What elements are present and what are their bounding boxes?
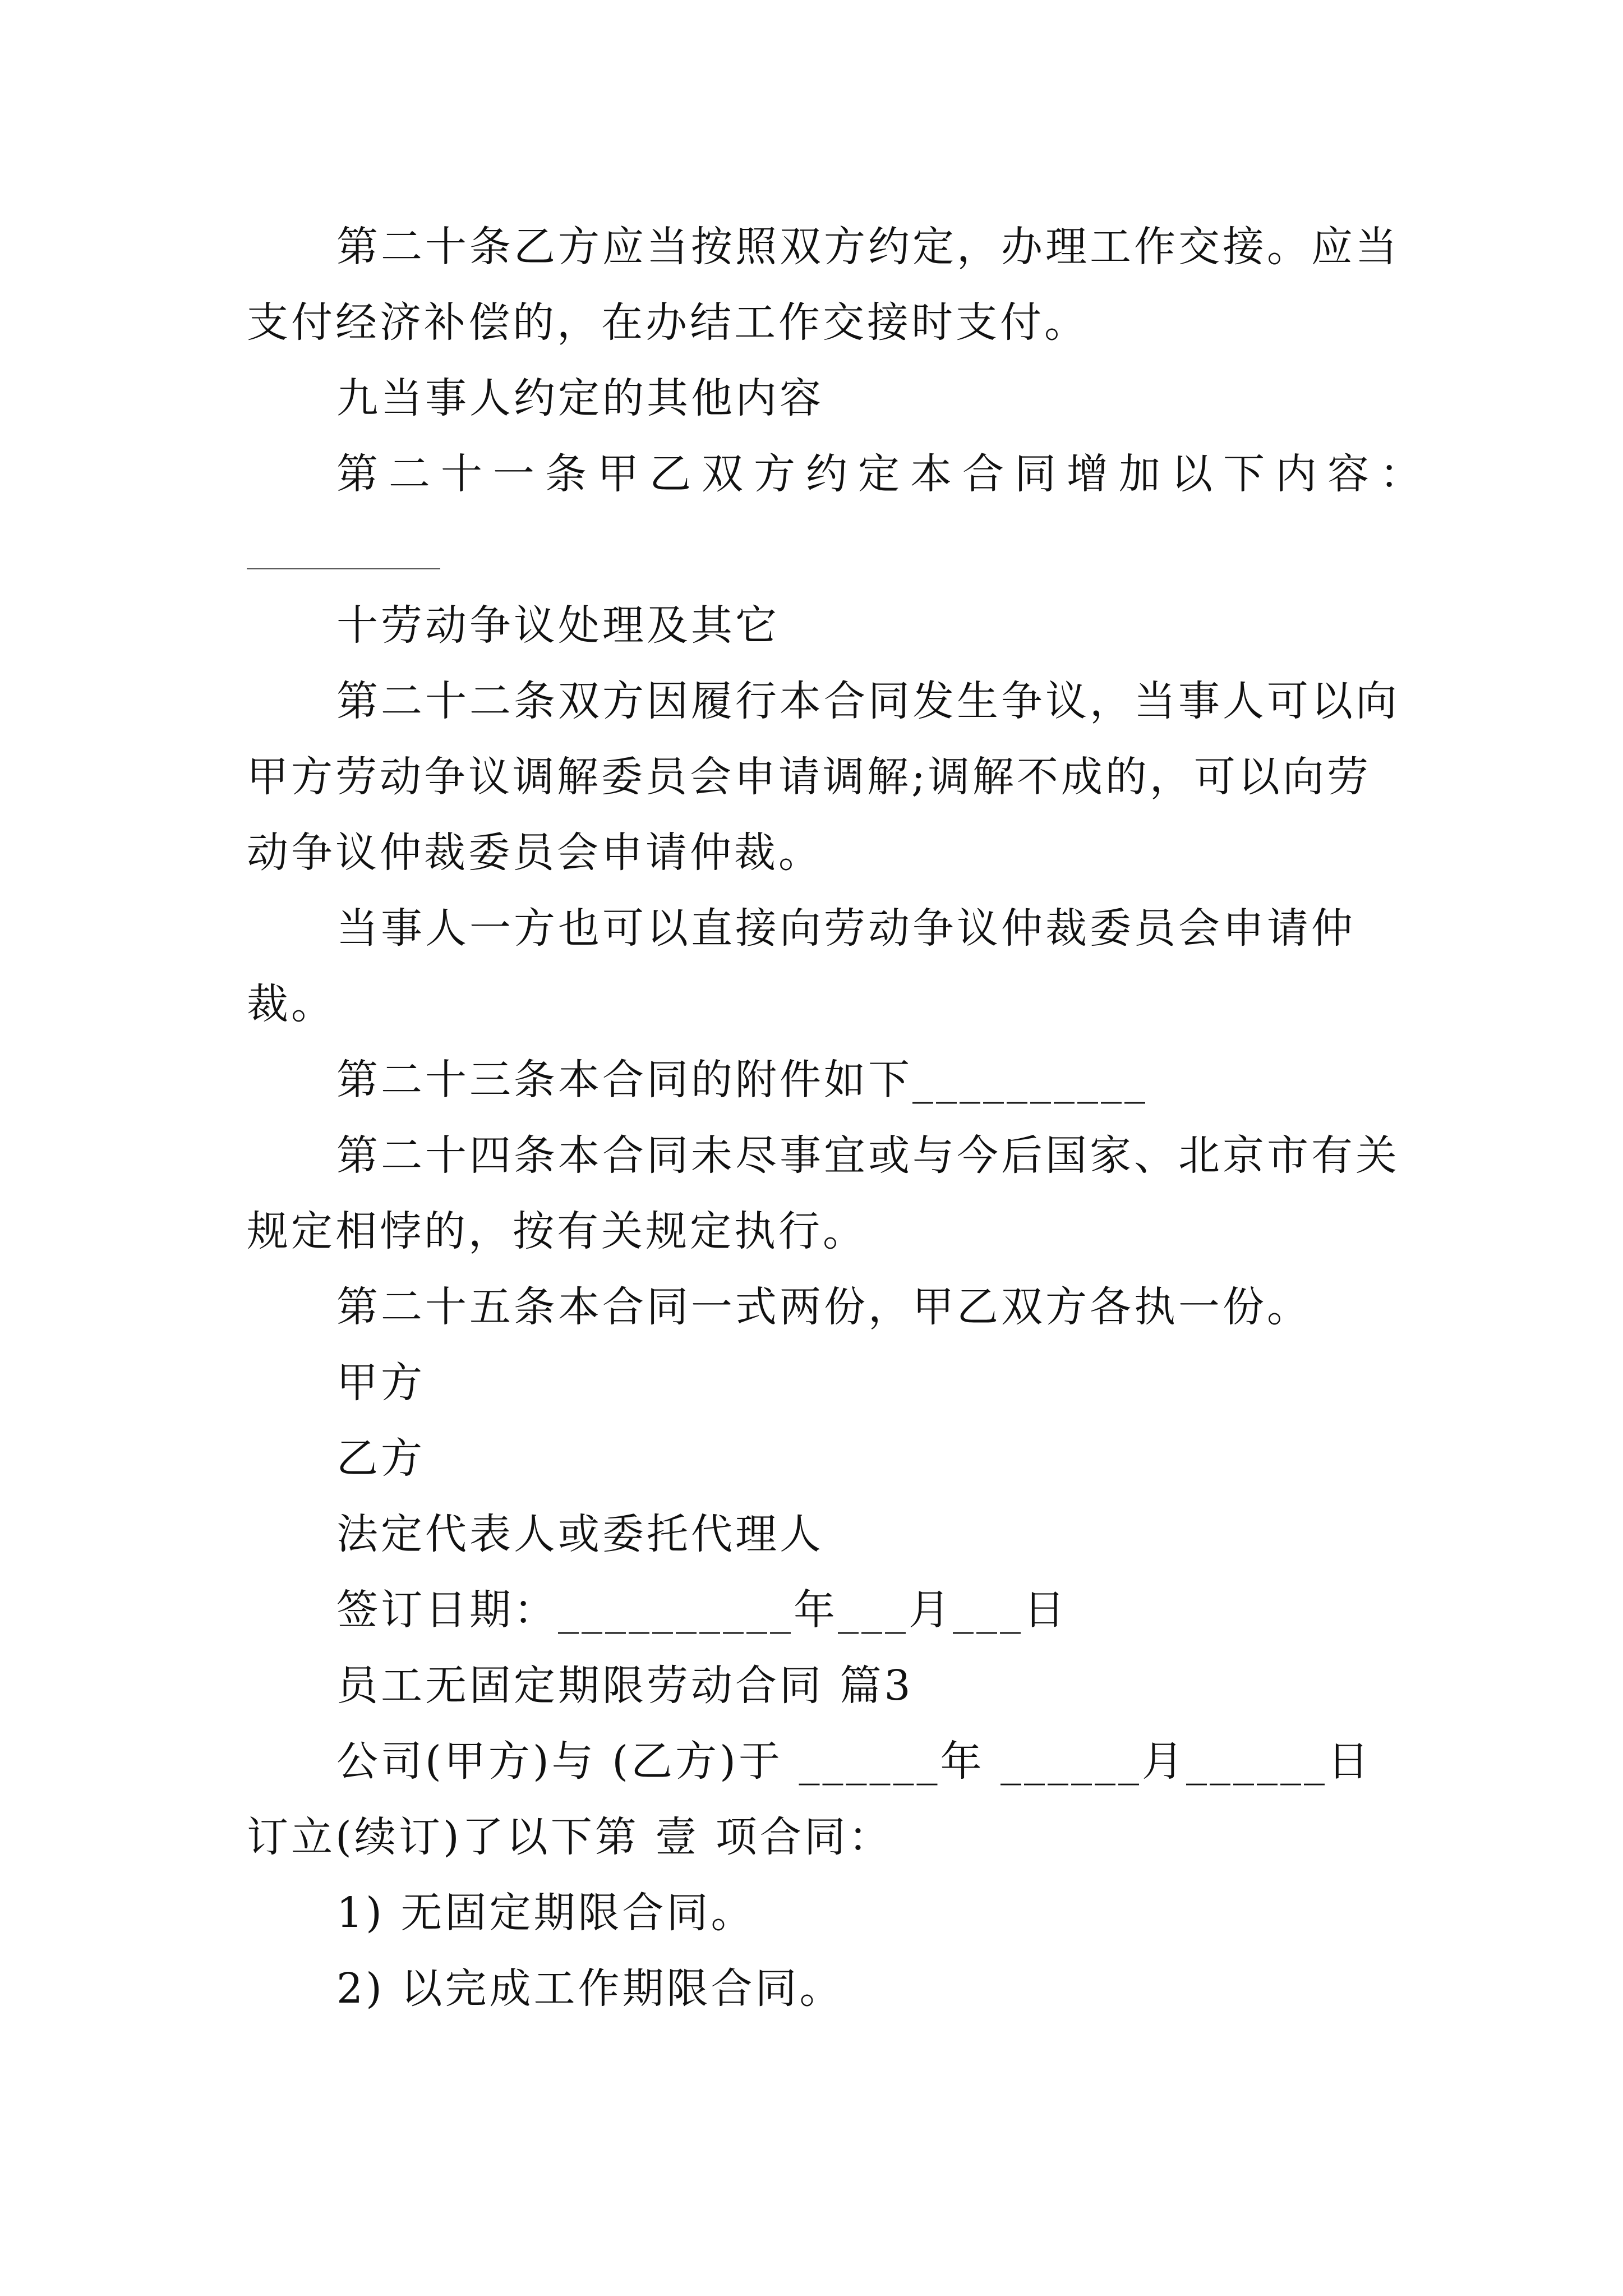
section-10-heading: 十劳动争议处理及其它 xyxy=(336,601,780,650)
article-24-line-2: 规定相悖的，按有关规定执行。 xyxy=(247,1207,867,1255)
article-23-line: 第二十三条本合同的附件如下__________ xyxy=(336,1056,1148,1104)
article-21-blank-line xyxy=(247,568,440,569)
article-22-line-2: 甲方劳动争议调解委员会申请调解;调解不成的，可以向劳 xyxy=(247,753,1371,801)
party-b-label: 乙方 xyxy=(336,1434,425,1483)
contract-type-item-1: 1) 无固定期限合同。 xyxy=(336,1889,755,1937)
contract-intro-line-1: 公司(甲方)与 (乙方)于 ______年 ______月______日 xyxy=(336,1737,1372,1786)
arbitration-line-1: 当事人一方也可以直接向劳动争议仲裁委员会申请仲 xyxy=(336,904,1355,953)
section-9-heading: 九当事人约定的其他内容 xyxy=(336,374,824,422)
article-21-line: 第二十一条甲乙双方约定本合同增加以下内容： xyxy=(336,450,1432,498)
article-22-line-1: 第二十二条双方因履行本合同发生争议，当事人可以向 xyxy=(336,677,1400,725)
contract-intro-line-2: 订立(续订)了以下第 壹 项合同： xyxy=(247,1813,893,1861)
article-22-line-3: 动争议仲裁委员会申请仲裁。 xyxy=(247,829,823,877)
article-20-line-2: 支付经济补偿的，在办结工作交接时支付。 xyxy=(247,298,1089,347)
article-25-line: 第二十五条本合同一式两份，甲乙双方各执一份。 xyxy=(336,1283,1311,1331)
arbitration-line-2: 裁。 xyxy=(247,980,335,1028)
legal-representative-label: 法定代表人或委托代理人 xyxy=(336,1510,824,1558)
article-20-line-1: 第二十条乙方应当按照双方约定，办理工作交接。应当 xyxy=(336,223,1400,271)
article-24-line-1: 第二十四条本合同未尽事宜或与今后国家、北京市有关 xyxy=(336,1131,1400,1180)
signing-date-line: 签订日期：__________年___月___日 xyxy=(336,1586,1068,1634)
contract-section-title: 员工无固定期限劳动合同 篇3 xyxy=(336,1662,914,1710)
contract-type-item-2: 2) 以完成工作期限合同。 xyxy=(336,1964,844,2013)
party-a-label: 甲方 xyxy=(336,1359,425,1407)
